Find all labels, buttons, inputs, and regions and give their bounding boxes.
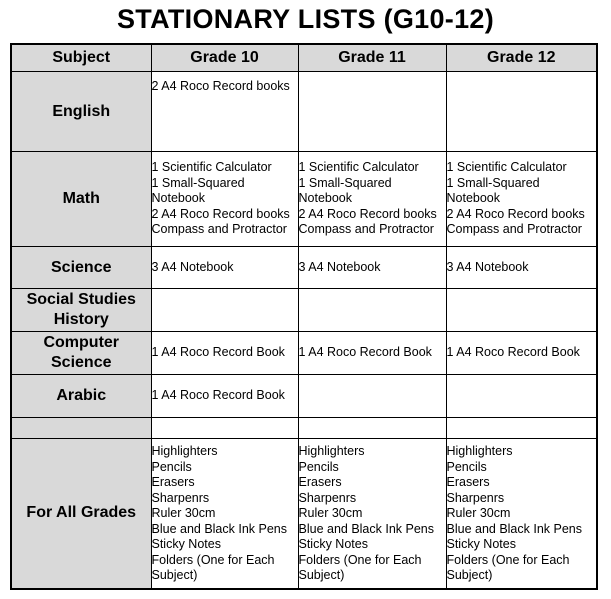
item-text: Folders (One for Each <box>446 552 570 567</box>
spacer-cell <box>298 418 446 439</box>
item-text: 2 A4 Roco Record books <box>151 79 290 93</box>
item-text: Blue and Black Ink Pens <box>298 521 434 536</box>
item-text: Pencils <box>298 459 339 474</box>
item-text: 3 A4 Notebook <box>298 259 381 274</box>
item-text: Erasers <box>298 475 342 489</box>
grade-11-cell <box>298 332 446 375</box>
item-text: Ruler 30cm <box>298 506 363 520</box>
grade-10-cell <box>151 289 298 332</box>
item-text: Folders (One for Each <box>151 552 275 567</box>
subject-cell <box>11 439 151 589</box>
grade-10-cell <box>151 247 298 289</box>
item-text: Compass and Protractor <box>151 222 287 237</box>
grade-10-cell <box>151 332 298 375</box>
item-text: Subject) <box>298 568 345 582</box>
table-row <box>11 72 597 152</box>
item-text: Erasers <box>446 475 490 489</box>
grade-11-cell <box>298 375 446 418</box>
table-row <box>11 289 597 332</box>
header-row <box>11 44 597 72</box>
subject-cell <box>11 152 151 247</box>
subject-label: Science <box>51 354 112 371</box>
item-text: 3 A4 Notebook <box>151 259 234 274</box>
item-text: Notebook <box>446 191 501 206</box>
item-text: Sharpenrs <box>151 490 210 505</box>
item-text: 1 Scientific Calculator <box>151 160 272 175</box>
grade-12-cell <box>446 72 597 152</box>
subject-label: Arabic <box>56 387 107 404</box>
grade-11-cell <box>298 439 446 589</box>
item-text: Pencils <box>151 459 192 474</box>
grade-12-cell <box>446 375 597 418</box>
subject-cell <box>11 289 151 332</box>
item-text: Subject) <box>151 568 198 582</box>
grade-10-cell <box>151 152 298 247</box>
grade-10-cell <box>151 72 298 152</box>
item-text: Highlighters <box>446 444 513 458</box>
header-grade-11: Grade 11 <box>298 44 446 72</box>
grade-10-cell <box>151 439 298 589</box>
table-row <box>11 418 597 439</box>
item-text: Ruler 30cm <box>151 506 216 520</box>
item-text: Sticky Notes <box>446 537 516 551</box>
item-text: Sharpenrs <box>298 490 357 505</box>
item-text: Highlighters <box>298 444 365 458</box>
spacer-cell <box>446 418 597 439</box>
spacer-cell <box>11 418 151 439</box>
subject-label: Social Studies <box>26 291 136 308</box>
subject-label: History <box>53 311 109 328</box>
table-row <box>11 152 597 247</box>
subject-label: English <box>52 102 111 120</box>
header-grade-12: Grade 12 <box>446 44 597 72</box>
grade-11-cell <box>298 152 446 247</box>
table-row <box>11 332 597 375</box>
item-text: Pencils <box>446 459 487 474</box>
grade-10-cell <box>151 375 298 418</box>
item-text: 1 Small-Squared <box>298 175 392 190</box>
header-grade-10: Grade 10 <box>151 44 298 72</box>
item-text: Subject) <box>446 568 493 582</box>
item-text: 3 A4 Notebook <box>446 259 529 274</box>
table-row <box>11 247 597 289</box>
item-text: 2 A4 Roco Record books <box>151 206 290 221</box>
item-text: Notebook <box>298 191 353 206</box>
subject-label: For All Grades <box>26 504 137 522</box>
grade-12-cell <box>446 247 597 289</box>
item-text: Blue and Black Ink Pens <box>151 521 287 536</box>
subject-label: Math <box>62 190 100 207</box>
item-text: 1 Small-Squared <box>151 175 245 190</box>
subject-cell <box>11 247 151 289</box>
subject-cell <box>11 332 151 375</box>
grade-12-cell <box>446 289 597 332</box>
subject-label: Computer <box>43 334 120 351</box>
table-row <box>11 439 597 589</box>
spacer-cell <box>151 418 298 439</box>
item-text: Notebook <box>151 191 206 206</box>
grade-12-cell <box>446 439 597 589</box>
item-text: Compass and Protractor <box>298 222 434 237</box>
subject-cell <box>11 375 151 418</box>
item-text: 1 A4 Roco Record Book <box>151 388 285 403</box>
item-text: 1 A4 Roco Record Book <box>151 345 285 360</box>
grade-11-cell <box>298 289 446 332</box>
item-text: 2 A4 Roco Record books <box>446 206 585 221</box>
item-text: Ruler 30cm <box>446 506 511 520</box>
header-subject: Subject <box>11 44 151 72</box>
item-text: 1 Scientific Calculator <box>446 160 567 175</box>
item-text: 1 A4 Roco Record Book <box>446 345 580 360</box>
page-title: STATIONARY LISTS (G10-12) <box>116 4 495 34</box>
item-text: Sticky Notes <box>151 537 221 551</box>
grade-12-cell <box>446 332 597 375</box>
grade-11-cell <box>298 247 446 289</box>
subject-cell <box>11 72 151 152</box>
item-text: Erasers <box>151 475 195 489</box>
item-text: Highlighters <box>151 444 218 458</box>
item-text: Blue and Black Ink Pens <box>446 521 582 536</box>
item-text: 1 A4 Roco Record Book <box>298 345 432 360</box>
item-text: 2 A4 Roco Record books <box>298 206 437 221</box>
grade-11-cell <box>298 72 446 152</box>
stationary-table <box>10 43 598 590</box>
table-row <box>11 375 597 418</box>
item-text: Sticky Notes <box>298 537 368 551</box>
item-text: 1 Scientific Calculator <box>298 160 419 175</box>
item-text: Folders (One for Each <box>298 552 422 567</box>
item-text: Sharpenrs <box>446 490 505 505</box>
grade-12-cell <box>446 152 597 247</box>
subject-label: Science <box>51 258 112 276</box>
item-text: Compass and Protractor <box>446 222 582 237</box>
item-text: 1 Small-Squared <box>446 175 540 190</box>
